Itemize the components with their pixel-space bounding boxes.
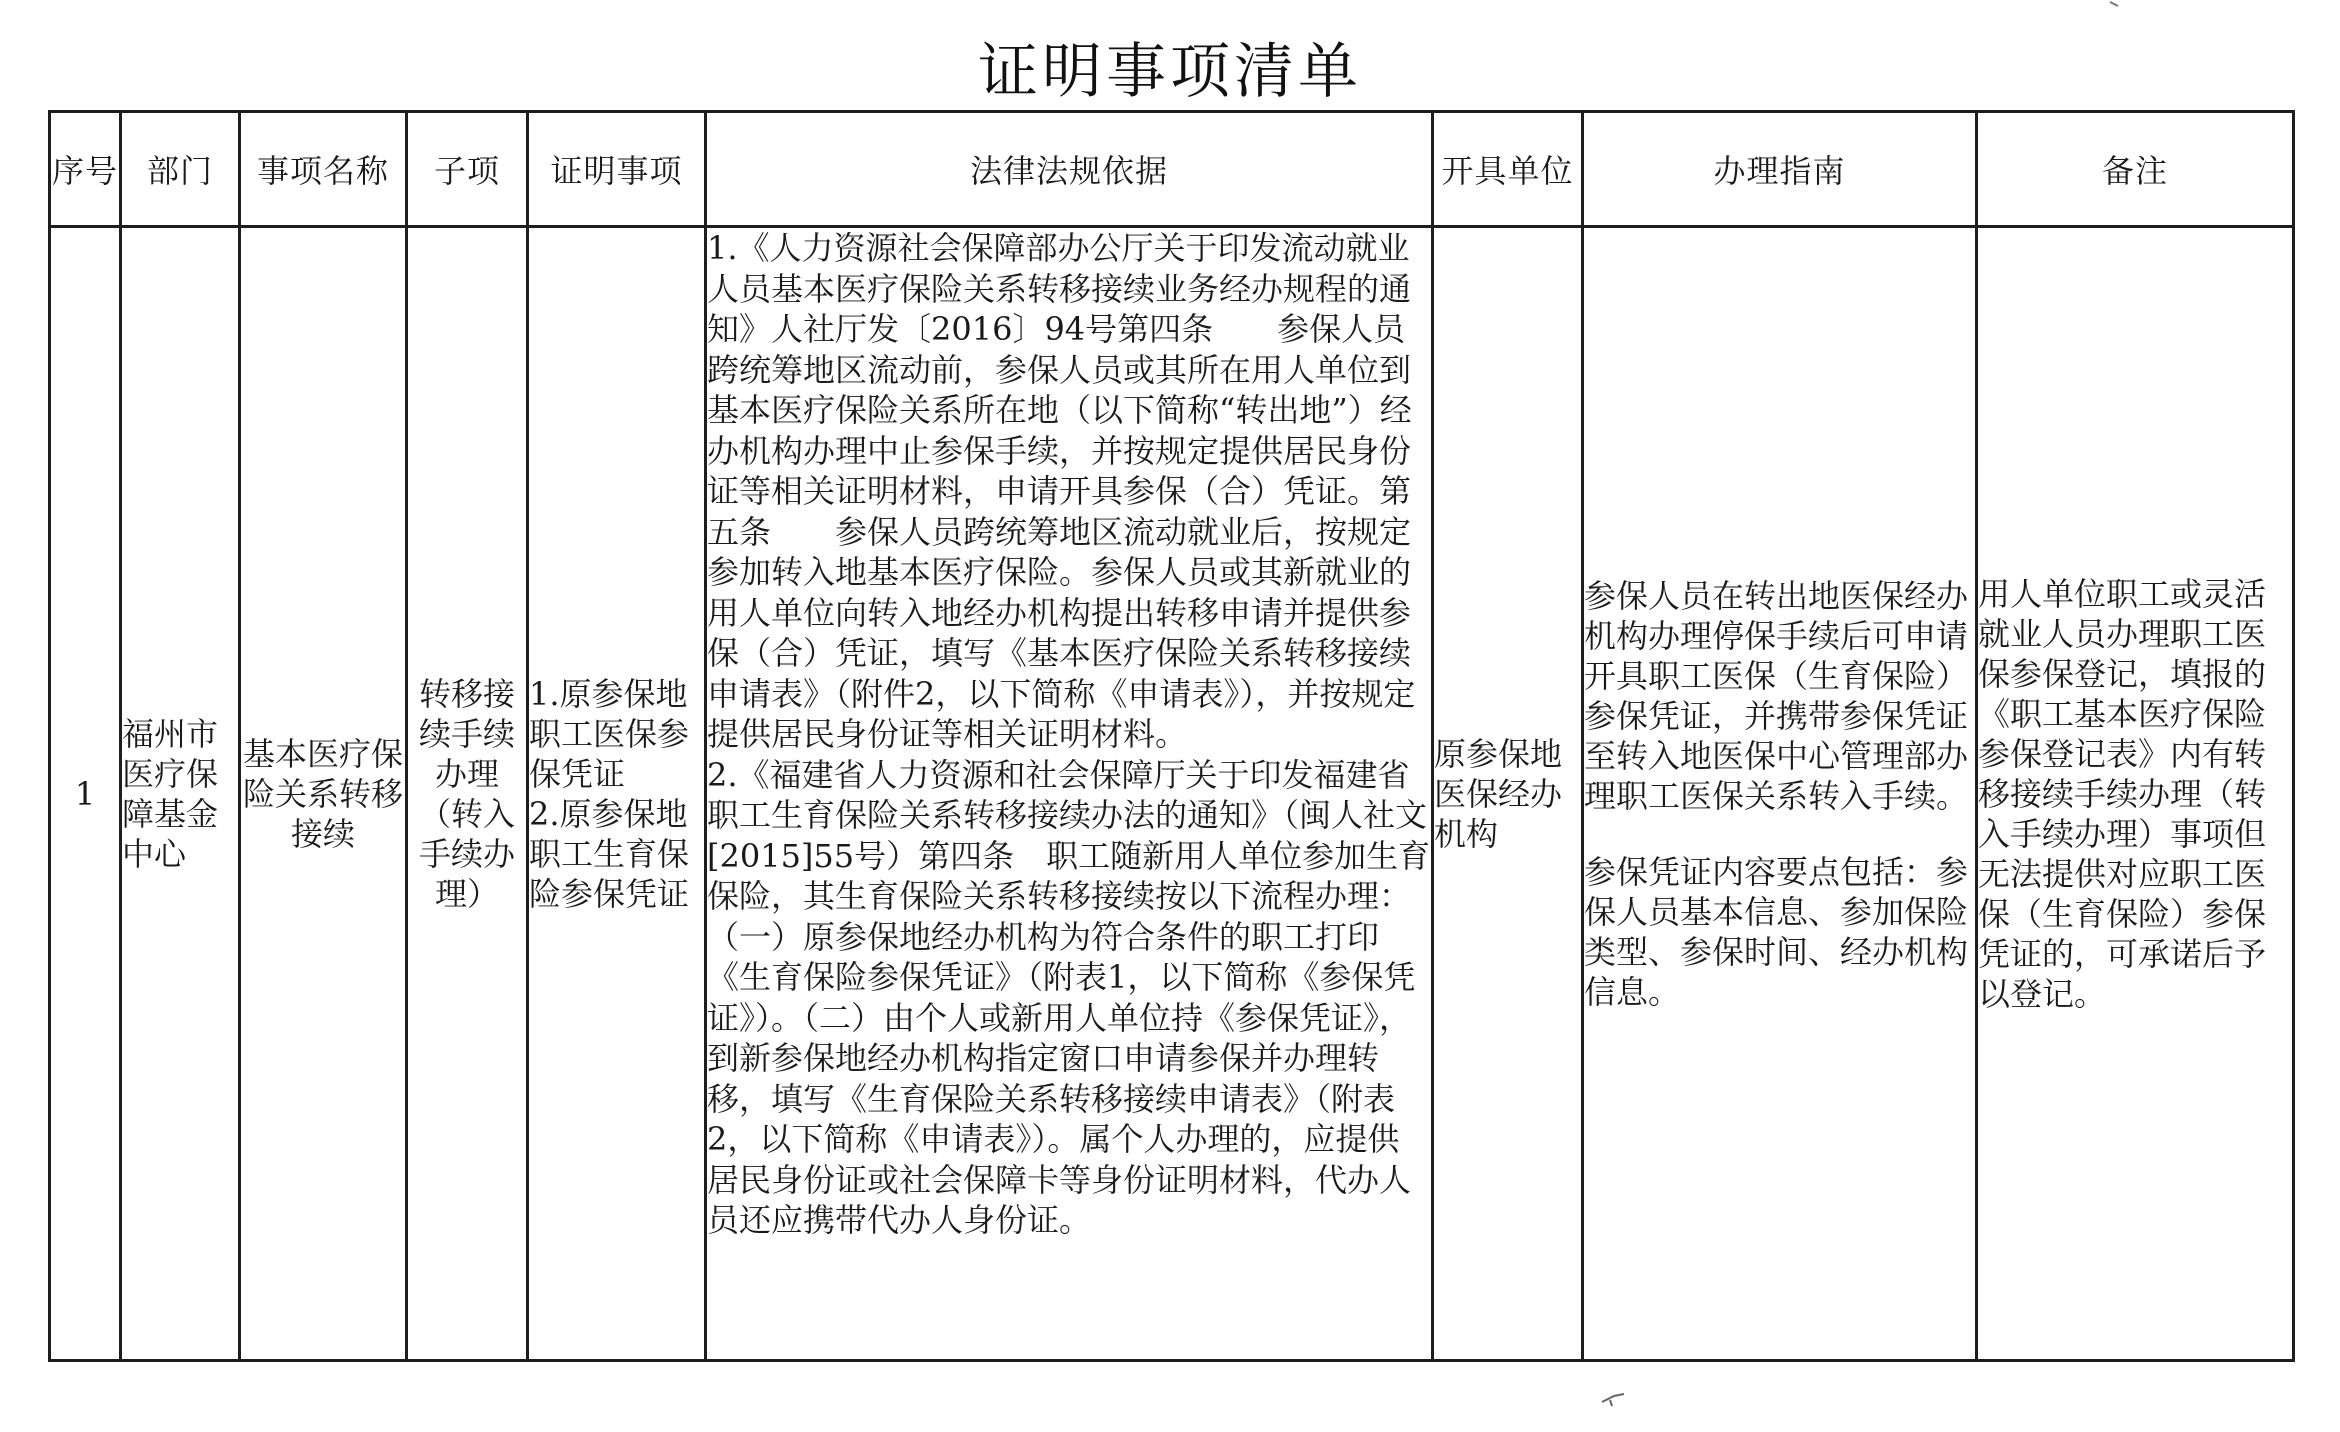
cell-sub-item — [407, 227, 528, 1361]
item-name-text: 基本医疗保险关系转移接续 — [242, 734, 403, 853]
cert-item-1: 1.原参保地职工医保参保凭证 — [529, 674, 690, 793]
cell-cert-item — [528, 227, 706, 1361]
legal-basis-2: 2.《福建省人力资源和社会保障厅关于印发福建省职工生育保险关系转移接续办法的通知》（闽人社文[2015]55号）第四条 职工随新用人单位参加生育保险，其生育保险关系转移接续按以下流程办理：（一）原参保地经办机构为符合条件的职工打印《生育保险参保凭证》（附表1，以下简称《参保凭证》）。（二）由个人或新用人单位持《参保凭证》，到新参保地经办机构指定窗口申请参保并办理转移，填写《生育保险关系转移接续申请表》（附表2，以下简称《申请表》）。属个人办理的，应提供居民身份证或社会保障卡等身份证明材料，代办人员还应携带代办人身份证。 — [707, 755, 1431, 1239]
sub-item-text: 转移接续手续办理（转入手续办理） — [418, 674, 515, 913]
scan-speck-corner — [2108, 0, 2122, 8]
cell-legal-basis — [706, 227, 1433, 1361]
header-notes: 备注 — [1977, 112, 2294, 227]
guide-paragraph-2: 参保凭证内容要点包括：参保人员基本信息、参加保险类型、参保时间、经办机构信息。 — [1584, 852, 1969, 1011]
header-issuer: 开具单位 — [1433, 112, 1583, 227]
header-legal-basis: 法律法规依据 — [706, 112, 1433, 227]
header-seq: 序号 — [50, 112, 121, 227]
cell-issuer — [1433, 227, 1583, 1361]
header-guide: 办理指南 — [1583, 112, 1977, 227]
legal-basis-1: 1.《人力资源社会保障部办公厅关于印发流动就业人员基本医疗保险关系转移接续业务经办规程的通知》人社厅发〔2016〕94号第四条 参保人员跨统筹地区流动前，参保人员或其所在用人单位到基本医疗保险关系所在地（以下简称“转出地”）经办机构办理中止参保手续，并按规定提供居民身份证等相关证明材料，申请开具参保（合）凭证。第五条 参保人员跨统筹地区流动就业后，按规定参加转入地基本医疗保险。参保人员或其新就业的用人单位向转入地经办机构提出转移申请并提供参保（合）凭证，填写《基本医疗保险关系转移接续申请表》（附件2，以下简称《申请表》），并按规定提供居民身份证等相关证明材料。 — [707, 229, 1416, 753]
guide-paragraph-1: 参保人员在转出地医保经办机构办理停保手续后可申请开具职工医保（生育保险）参保凭证，并携带参保凭证至转入地医保中心管理部办理职工医保关系转入手续。 — [1584, 576, 1969, 815]
table-header-row — [50, 112, 2294, 227]
cell-item-name — [240, 227, 407, 1361]
certification-items-table — [48, 110, 2295, 1362]
cell-seq: 1 — [50, 227, 121, 1361]
cell-notes — [1977, 227, 2294, 1361]
cert-item-2: 2.原参保地职工生育保险参保凭证 — [529, 794, 690, 913]
header-dept: 部门 — [121, 112, 240, 227]
cell-dept — [121, 227, 240, 1361]
header-cert-item: 证明事项 — [528, 112, 706, 227]
header-sub-item: 子项 — [407, 112, 528, 227]
issuer-text: 原参保地医保经办机构 — [1434, 734, 1563, 853]
dept-text: 福州市医疗保障基金中心 — [122, 714, 219, 873]
scan-speck-mark — [1600, 1390, 1626, 1408]
guide-spacer — [1584, 816, 1975, 852]
header-item-name: 事项名称 — [240, 112, 407, 227]
document-title: 证明事项清单 — [978, 37, 1362, 107]
table-row — [50, 227, 2294, 1361]
cell-guide — [1583, 227, 1977, 1361]
notes-text: 用人单位职工或灵活就业人员办理职工医保参保登记，填报的《职工基本医疗保险参保登记表》内有转移接续手续办理（转入手续办理）事项但无法提供对应职工医保（生育保险）参保凭证的，可承诺后予以登记。 — [1978, 574, 2267, 1013]
